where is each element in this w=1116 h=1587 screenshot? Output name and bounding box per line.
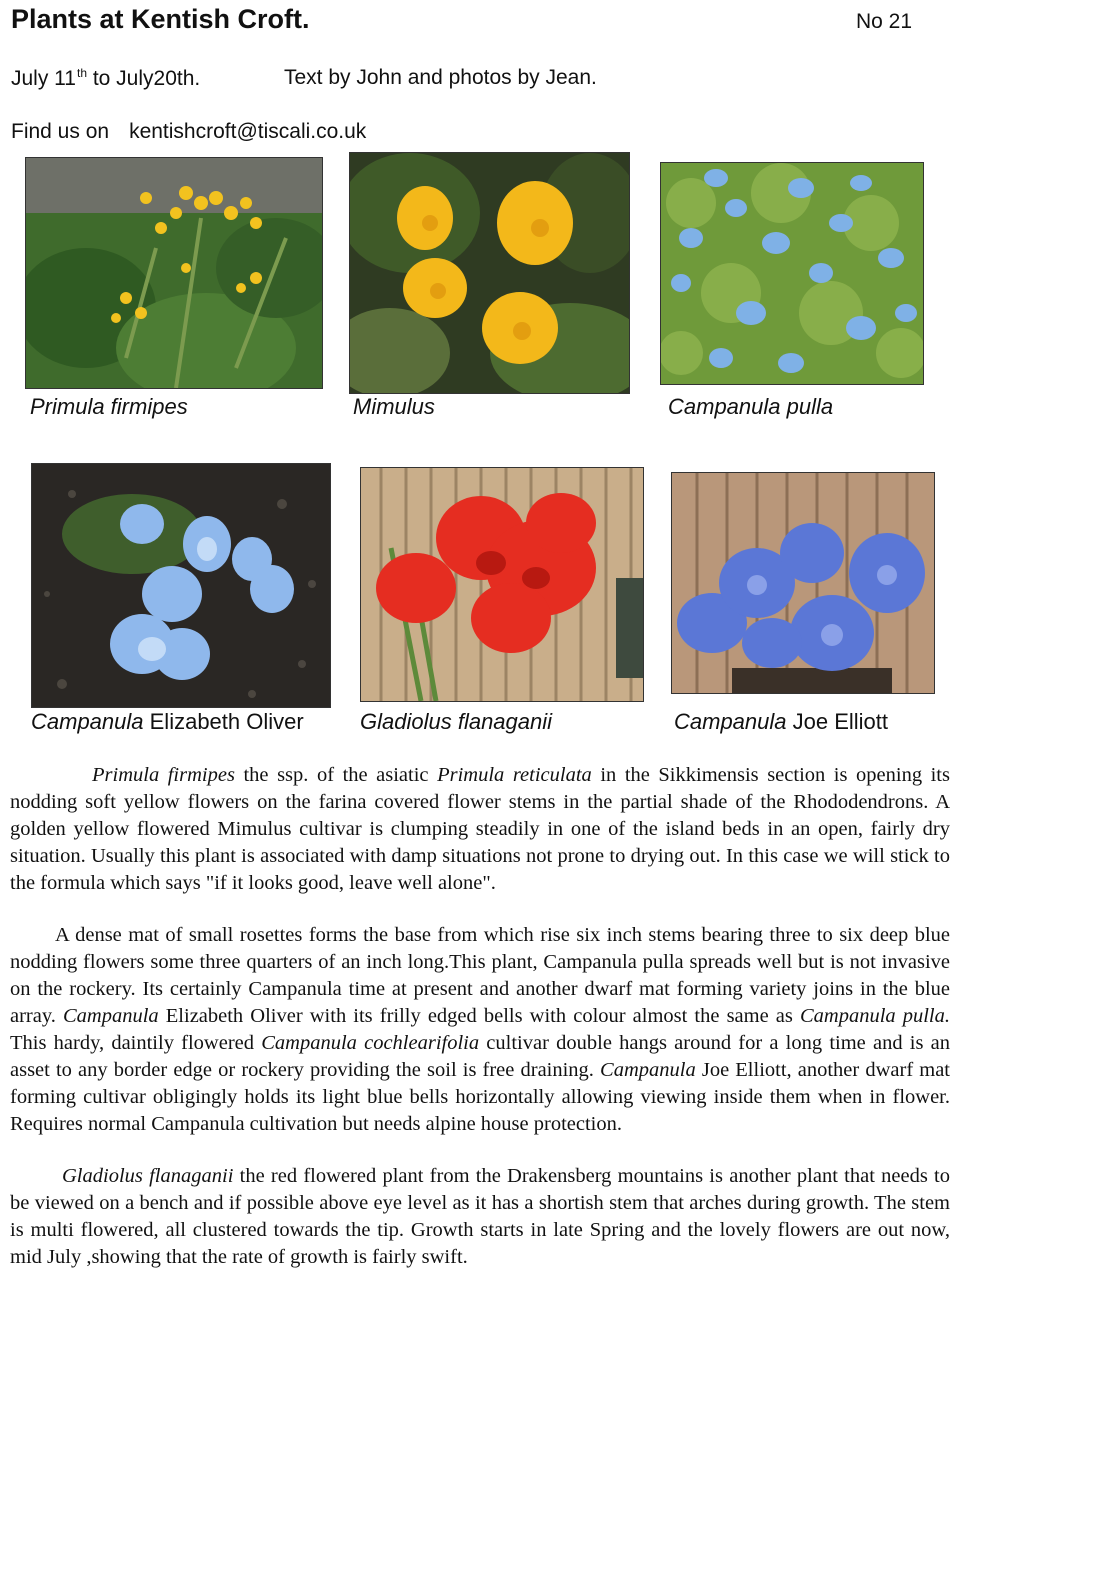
caption-italic: Campanula [674, 709, 787, 734]
text-run [504, 764, 513, 786]
page-title: Plants at Kentish Croft. [11, 4, 310, 34]
photo-campanula-joe-elliott [671, 472, 935, 694]
credits: Text by John and photos by Jean. [284, 66, 597, 89]
italic-run: Campanula cochlearifolia [261, 1032, 480, 1054]
caption-plain: Joe Elliott [786, 709, 889, 734]
caption-italic: Gladiolus flanaganii [360, 709, 553, 734]
text-run: This hardy, daintily flowered [10, 1032, 262, 1054]
contact-line [11, 120, 366, 144]
text-run: cultivar double hangs around for a long time and is an asset to any border edge or rockery providing the soil is free draining. [10, 1032, 950, 1081]
email-address[interactable]: kentishcroft@tiscali.co.uk [129, 120, 367, 143]
caption-primula-firmipes [30, 394, 188, 420]
text-run: the ssp. of the asiatic [234, 764, 438, 786]
caption-campanula-elizabeth-oliver [31, 709, 304, 735]
caption-mimulus [353, 394, 435, 420]
photo-gladiolus-flanaganii [360, 467, 644, 702]
text-run: A dense mat of small rosettes forms the base from which rise six inch stems bearing three to six deep blue nodding flowers some three quarters of an inch long.This plant, Campanula pulla spreads well but is not invasive on the rockery. Its certainly Campanula time at present and another dwarf mat forming variety joins in the blue array. [10, 924, 950, 1027]
date-range [11, 66, 200, 91]
photo-mimulus [349, 152, 630, 394]
caption-campanula-joe-elliott [674, 709, 888, 735]
caption-italic: Campanula pulla [668, 394, 834, 419]
caption-gladiolus-flanaganii [360, 709, 552, 735]
paragraph-gladiolus [10, 1163, 950, 1271]
text-run: Elizabeth Oliver with its frilly edged bells with colour almost the same as [158, 1005, 800, 1027]
paragraph-primula-mimulus [10, 762, 950, 897]
text-run: Joe Elliott, another dwarf mat forming cultivar obligingly holds its light blue bells horizontally allowing viewing inside them when in flower. Requires normal Campanula cultivation but needs alpine house protection. [10, 1059, 950, 1135]
italic-run: Primula firmipes [92, 764, 235, 786]
date-ordinal: th [76, 66, 87, 80]
text-run: in the Sikkimensis section is opening its nodding soft yellow flowers on the farina covered flower stems in the partial shade of the Rhododendrons. A golden yellow flowered Mimulus cultivar is clumping steadily in one of the island beds in an open, fairly dry situation. Usually this plant is associated with damp situations not prone to drying out. In this case we will stick to the formula which says "if it looks good, leave well alone". [10, 764, 950, 894]
photo-campanula-pulla [660, 162, 924, 385]
italic-run: Campanula [63, 1005, 159, 1027]
photo-campanula-elizabeth-oliver [31, 463, 331, 708]
italic-run: Campanula pulla. [799, 1005, 951, 1027]
italic-run: reticulata [512, 764, 592, 786]
photo-primula-firmipes [25, 157, 323, 389]
caption-italic: Primula firmipes [30, 394, 188, 419]
italic-run: Primula [437, 764, 505, 786]
italic-run: Gladiolus flanaganii [62, 1165, 234, 1187]
paragraph-campanula [10, 922, 950, 1138]
italic-run: Campanula [600, 1059, 696, 1081]
date-end: to July20th. [87, 67, 201, 90]
caption-campanula-pulla [668, 394, 833, 420]
caption-italic: Campanula [31, 709, 144, 734]
find-label: Find us on [11, 120, 110, 143]
issue-number: No 21 [856, 10, 913, 33]
caption-italic: Mimulus [353, 394, 435, 419]
caption-plain: Elizabeth Oliver [143, 709, 304, 734]
text-run: the red flowered plant from the Drakensberg mountains is another plant that needs to be viewed on a bench and if possible above eye level as it has a shortish stem that arches during growth. The stem is multi flowered, all clustered towards the tip. Growth starts in late Spring and the lovely flowers are out now, mid July ,showing that the rate of growth is fairly swift. [10, 1165, 950, 1268]
article-body [10, 762, 950, 1271]
date-start: July 11 [11, 67, 76, 90]
